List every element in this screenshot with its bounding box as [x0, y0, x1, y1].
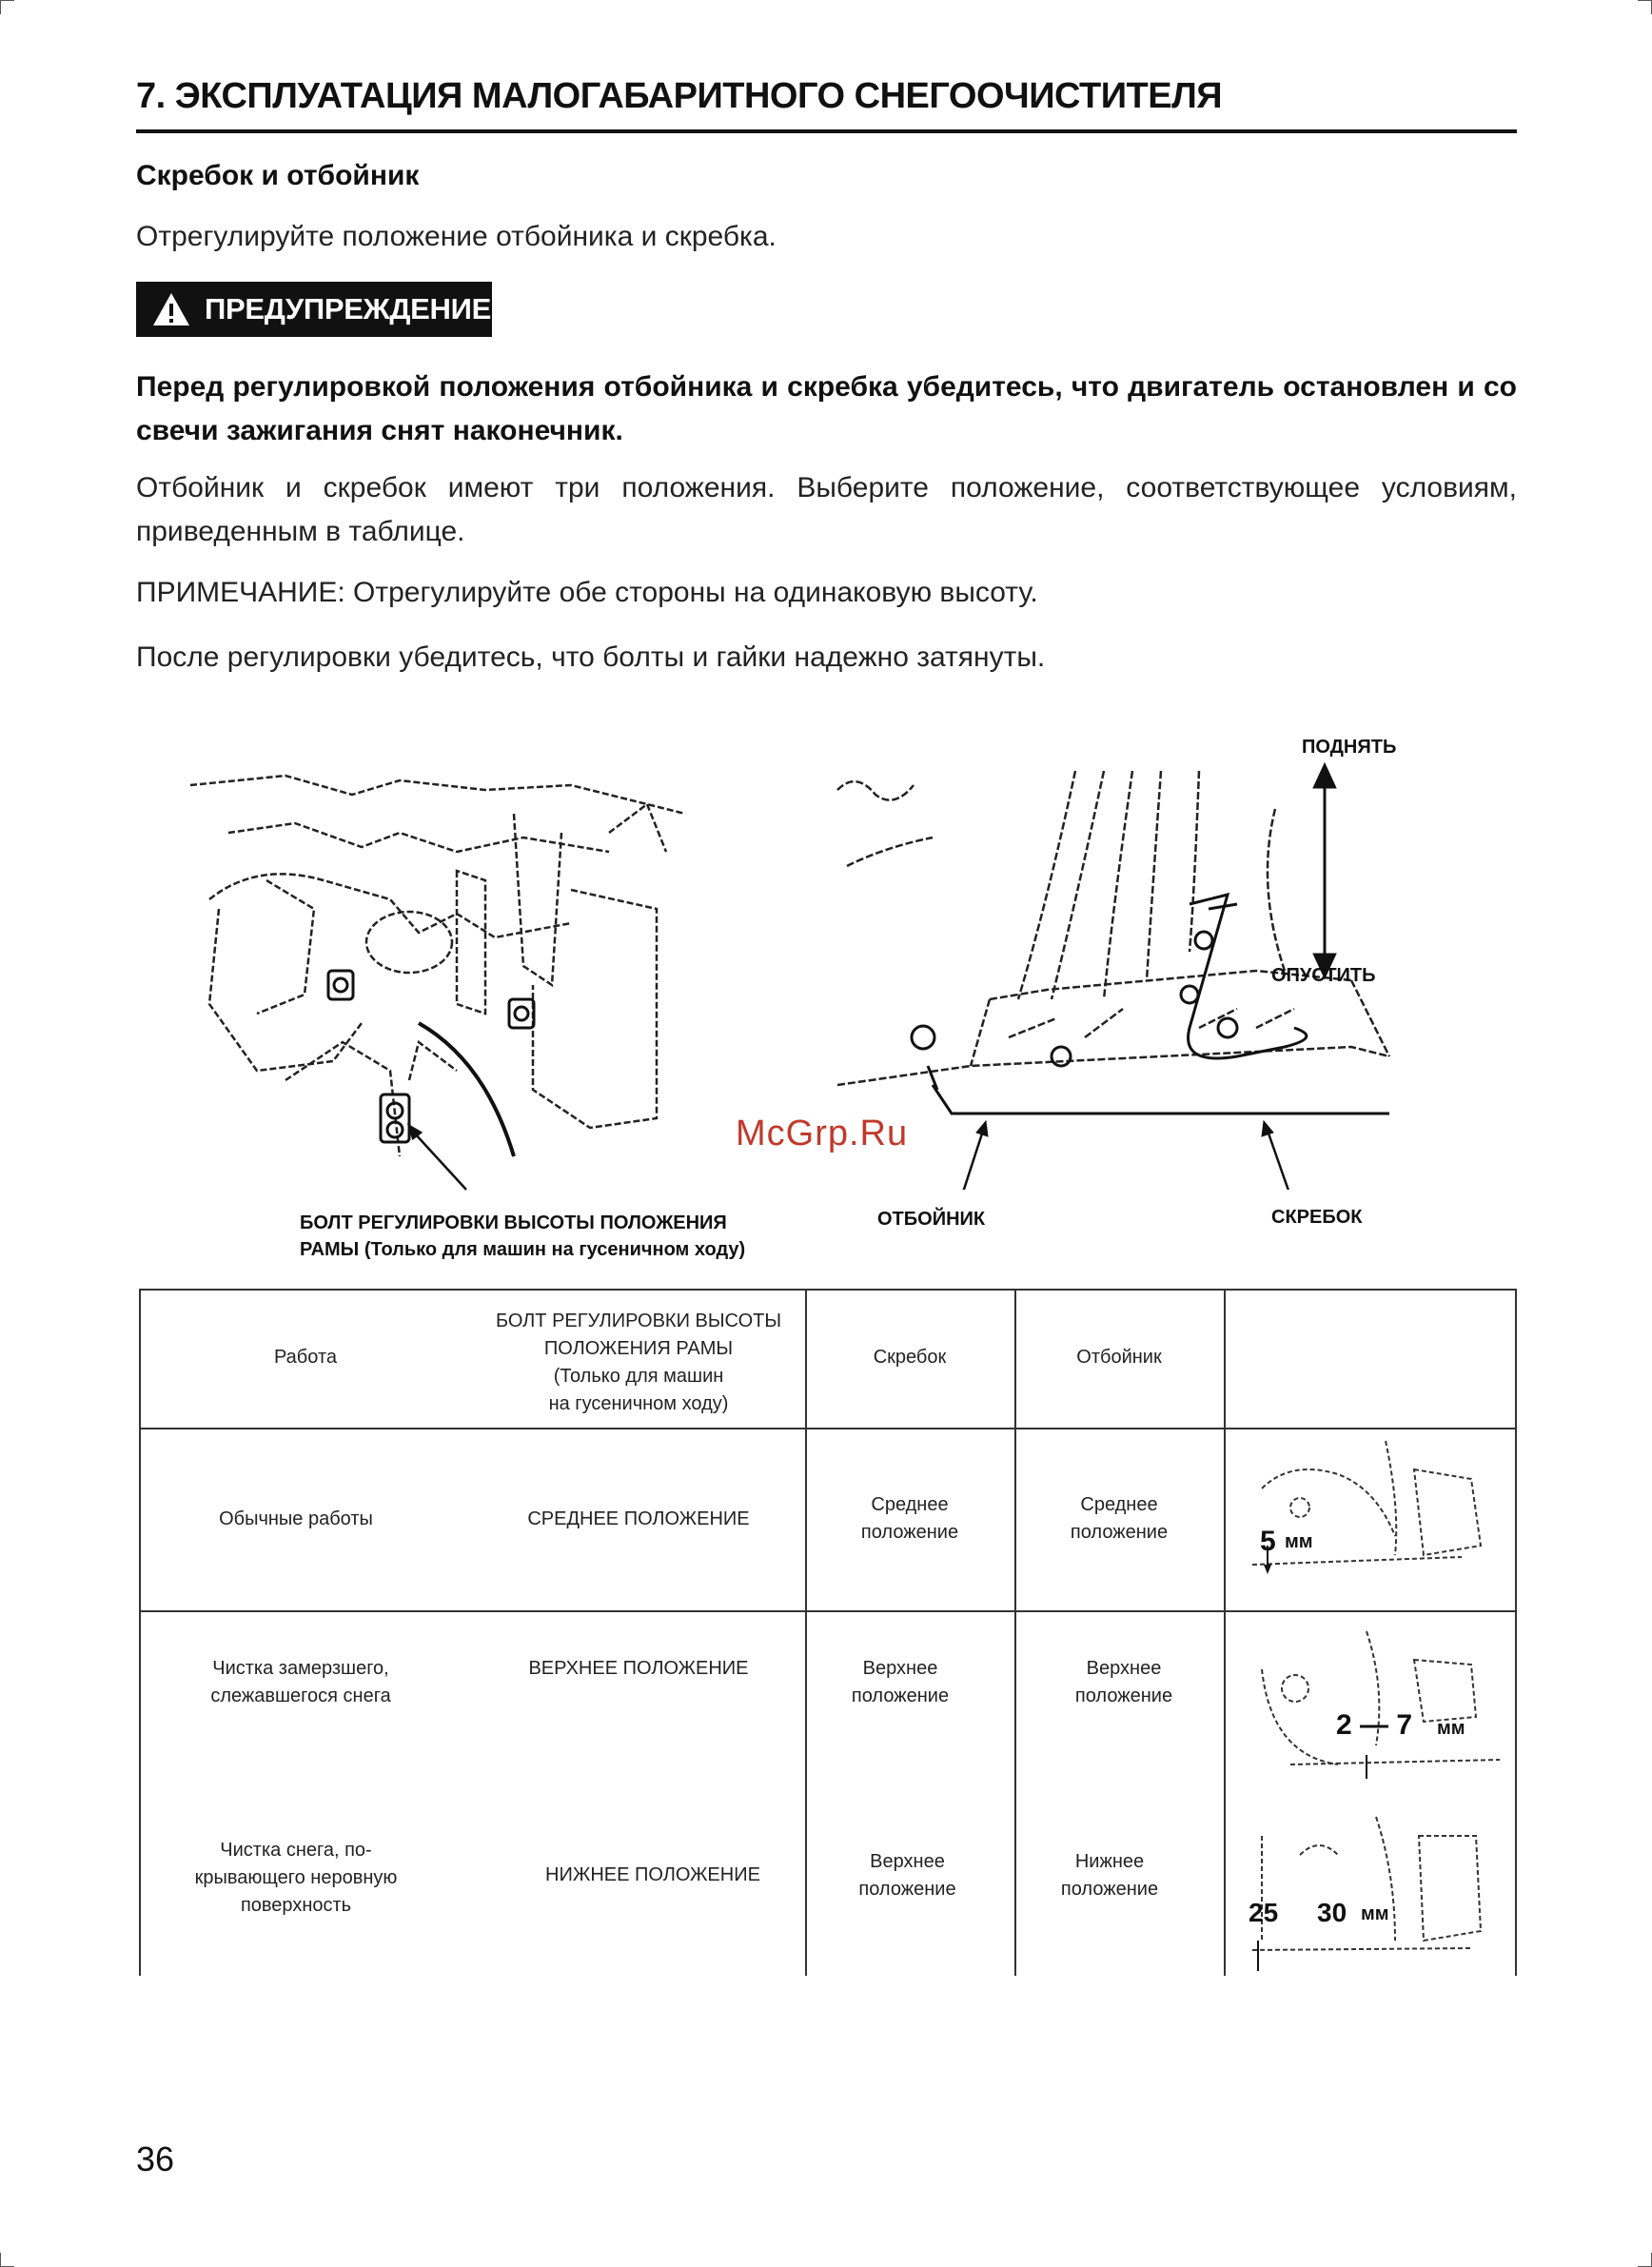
- clearance-unit: мм: [1361, 1903, 1389, 1924]
- cell-line: положение: [1070, 1522, 1169, 1543]
- header-scraper: Скребок: [873, 1347, 947, 1368]
- raise-label: ПОДНЯТЬ: [1302, 737, 1397, 758]
- header-bolt-line: (Только для машин: [553, 1366, 724, 1387]
- note-paragraph: ПРИМЕЧАНИЕ: Отрегулируйте обе стороны на одинаковую высоту.: [136, 577, 1038, 608]
- cell-line: положение: [1074, 1685, 1173, 1706]
- cell-line: Среднее: [871, 1494, 949, 1515]
- section-title: 7. ЭКСПЛУАТАЦИЯ МАЛОГАБАРИТНОГО СНЕГООЧИСТИТЕЛЯ: [136, 76, 1223, 116]
- clearance-unit: мм: [1437, 1718, 1465, 1739]
- page-number: 36: [136, 2139, 175, 2178]
- warning-banner: [136, 282, 492, 337]
- crop-mark: [1638, 2253, 1652, 2267]
- lower-label: ОПУСТИТЬ: [1271, 965, 1376, 986]
- clearance-sketch-uneven: [1233, 1798, 1511, 1974]
- cell-line: положение: [858, 1879, 956, 1900]
- bolt-label-line1: БОЛТ РЕГУЛИРОВКИ ВЫСОТЫ ПОЛОЖЕНИЯ: [300, 1212, 727, 1233]
- intro-paragraph: Отрегулируйте положение отбойника и скребка.: [136, 221, 777, 252]
- row1-work: Обычные работы: [219, 1508, 373, 1529]
- header-bolt: [472, 1308, 805, 1418]
- cell-line: Нижнее: [1074, 1851, 1145, 1872]
- header-bolt-line: ПОЛОЖЕНИЯ РАМЫ: [543, 1338, 734, 1359]
- header-bolt-line: на гусеничном ходу): [548, 1393, 729, 1414]
- row3-scraper: [805, 1848, 1010, 1903]
- row3-work: [139, 1837, 453, 1920]
- warning-text: Перед регулировкой положения отбойника и скребка убедитесь, что двигатель остановлен и со свечи зажигания снят наконечник.: [136, 371, 1517, 446]
- crop-mark: [0, 2253, 14, 2267]
- scraper-label: СКРЕБОК: [1271, 1207, 1363, 1228]
- clearance-value-min: 25: [1249, 1898, 1279, 1927]
- row2-deflector: [1014, 1655, 1233, 1710]
- crop-mark: [0, 0, 14, 14]
- clearance-value: 5: [1260, 1526, 1276, 1557]
- cell-line: слежавшегося снега: [210, 1685, 391, 1706]
- bolt-label-line2: РАМЫ (Только для машин на гусеничном ходу): [300, 1239, 746, 1260]
- row1-deflector: [1014, 1491, 1224, 1547]
- watermark: McGrp.Ru: [736, 1114, 909, 1153]
- title-divider: [136, 129, 1517, 133]
- adjustment-table: [139, 1289, 1517, 1976]
- header-bolt-line: БОЛТ РЕГУЛИРОВКИ ВЫСОТЫ: [495, 1311, 782, 1331]
- clearance-value-max: 30: [1317, 1898, 1347, 1927]
- cell-line: положение: [851, 1685, 950, 1706]
- frame-bolt-illustration: [171, 757, 723, 1194]
- cell-line: положение: [860, 1522, 959, 1543]
- row1-scraper: [805, 1491, 1014, 1547]
- cell-line: Верхнее: [870, 1851, 945, 1872]
- clearance-value: 2 — 7: [1336, 1709, 1413, 1741]
- header-work: Работа: [274, 1347, 337, 1368]
- row1-bolt: СРЕДНЕЕ ПОЛОЖЕНИЕ: [527, 1508, 750, 1529]
- warning-icon: [151, 291, 191, 327]
- cell-line: поверхность: [240, 1895, 352, 1916]
- cell-line: Верхнее: [862, 1658, 938, 1679]
- cell-line: крывающего неровную: [194, 1867, 398, 1888]
- row3-bolt: НИЖНЕЕ ПОЛОЖЕНИЕ: [545, 1864, 760, 1885]
- cell-line: Чистка снега, по-: [220, 1840, 372, 1861]
- header-deflector: Отбойник: [1076, 1347, 1162, 1368]
- after-paragraph: После регулировки убедитесь, что болты и гайки надежно затянуты.: [136, 641, 1046, 673]
- crop-mark: [1638, 0, 1652, 14]
- row2-scraper: [805, 1655, 995, 1710]
- row2-bolt: ВЕРХНЕЕ ПОЛОЖЕНИЕ: [528, 1658, 749, 1679]
- cell-line: положение: [1060, 1879, 1159, 1900]
- cell-line: Чистка замерзшего,: [212, 1658, 389, 1679]
- subheading: Скребок и отбойник: [136, 160, 420, 191]
- row3-deflector: [1014, 1848, 1205, 1903]
- cell-line: Среднее: [1080, 1494, 1158, 1515]
- clearance-unit: мм: [1285, 1531, 1313, 1552]
- cell-line: Верхнее: [1086, 1658, 1162, 1679]
- warning-label: ПРЕДУПРЕЖДЕНИЕ: [205, 292, 491, 325]
- clearance-sketch-normal: [1233, 1431, 1511, 1607]
- row2-work: [139, 1655, 462, 1710]
- deflector-label: ОТБОЙНИК: [877, 1209, 986, 1230]
- clearance-sketch-frozen: [1233, 1612, 1511, 1793]
- positions-paragraph: Отбойник и скребок имеют три положения. Выберите положение, соответствующее условиям, приведенным в таблице.: [136, 472, 1517, 547]
